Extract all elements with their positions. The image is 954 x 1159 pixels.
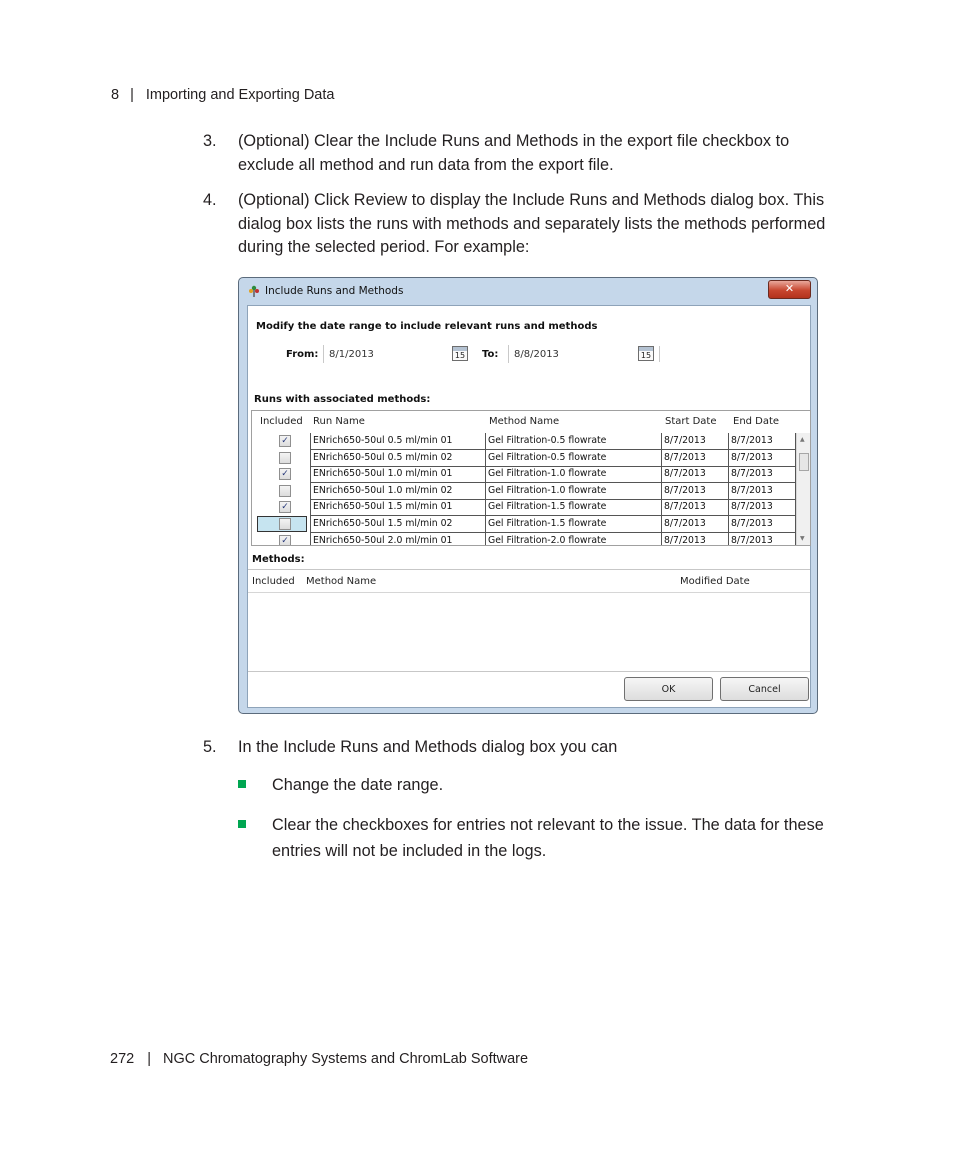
scroll-down-icon[interactable]: ▼: [800, 535, 805, 542]
column-divider: [661, 450, 662, 467]
checkbox-unchecked[interactable]: [279, 485, 291, 497]
end-date-cell: 8/7/2013: [731, 468, 773, 480]
scroll-thumb[interactable]: [799, 453, 809, 471]
start-date-cell: 8/7/2013: [664, 518, 706, 529]
column-divider: [728, 450, 729, 467]
step-3: [203, 130, 828, 177]
run-name-cell: ENrich650-50ul 2.0 ml/min 01: [313, 534, 453, 546]
column-divider: [728, 499, 729, 516]
bullet-item: [238, 772, 828, 798]
table-row[interactable]: [252, 533, 797, 546]
column-divider: [661, 483, 662, 500]
start-date-cell: 8/7/2013: [664, 451, 706, 463]
step-5: [203, 736, 828, 760]
to-date-value: 8/8/2013: [514, 349, 559, 360]
end-date-cell: 8/7/2013: [731, 435, 773, 446]
column-divider: [661, 433, 662, 450]
col-included: Included: [260, 416, 303, 427]
runs-heading: Runs with associated methods:: [254, 394, 431, 405]
include-runs-dialog: [238, 277, 818, 714]
col-run-name: Run Name: [313, 416, 365, 427]
column-divider: [310, 466, 311, 483]
column-divider: [310, 483, 311, 500]
column-divider: [310, 433, 311, 450]
column-divider: [485, 466, 486, 483]
footer-separator: |: [147, 1051, 151, 1067]
end-date-cell: 8/7/2013: [731, 518, 773, 529]
run-name-cell: ENrich650-50ul 1.0 ml/min 02: [313, 484, 453, 496]
dialog-title: Include Runs and Methods: [265, 285, 404, 297]
column-divider: [728, 483, 729, 500]
col-method-name: Method Name: [306, 576, 377, 587]
end-date-cell: 8/7/2013: [731, 451, 773, 463]
run-name-cell: ENrich650-50ul 1.5 ml/min 01: [313, 501, 453, 513]
bullet-square-icon: [238, 780, 246, 788]
step-text: (Optional) Click Review to display the Include Runs and Methods dialog box. This dialog box lists the runs with methods and separately lists the methods performed during the selected period. For example:: [238, 191, 826, 256]
step-number: 3.: [203, 132, 217, 150]
methods-header-divider: [248, 592, 810, 593]
step-text: (Optional) Clear the Include Runs and Methods in the export file checkbox to exclude all method and run data from the export file.: [238, 132, 790, 174]
start-date-cell: 8/7/2013: [664, 501, 706, 513]
end-date-cell: 8/7/2013: [731, 534, 773, 546]
run-name-cell: ENrich650-50ul 0.5 ml/min 01: [313, 435, 453, 446]
run-name-cell: ENrich650-50ul 0.5 ml/min 02: [313, 451, 453, 463]
bullet-text: Clear the checkboxes for entries not relevant to the issue. The data for these entries will not be included in the logs.: [272, 816, 824, 860]
cancel-button[interactable]: Cancel: [720, 677, 809, 701]
col-start-date: Start Date: [665, 416, 717, 427]
column-divider: [310, 516, 311, 533]
bullet-item: [238, 812, 828, 864]
column-divider: [728, 533, 729, 546]
running-footer: [110, 1051, 528, 1067]
ok-button[interactable]: OK: [624, 677, 713, 701]
start-date-cell: 8/7/2013: [664, 435, 706, 446]
running-header: [111, 87, 334, 103]
column-divider: [728, 433, 729, 450]
method-name-cell: Gel Filtration-0.5 flowrate: [488, 435, 607, 446]
checkbox-checked[interactable]: ✓: [279, 435, 291, 447]
footer-page-number: 272: [110, 1051, 135, 1067]
column-divider: [661, 499, 662, 516]
header-separator: |: [130, 87, 134, 103]
column-divider: [485, 516, 486, 533]
table-row[interactable]: [252, 483, 797, 500]
column-divider: [485, 483, 486, 500]
method-name-cell: Gel Filtration-1.5 flowrate: [488, 518, 607, 529]
checkbox-unchecked[interactable]: [279, 452, 291, 464]
start-date-cell: 8/7/2013: [664, 534, 706, 546]
start-date-cell: 8/7/2013: [664, 468, 706, 480]
checkbox-unchecked[interactable]: [279, 518, 291, 530]
col-method-name: Method Name: [489, 416, 560, 427]
table-row[interactable]: [252, 499, 797, 516]
checkbox-checked[interactable]: ✓: [279, 501, 291, 513]
start-date-cell: 8/7/2013: [664, 484, 706, 496]
column-divider: [728, 516, 729, 533]
from-label: From:: [286, 349, 319, 360]
header-page-number: 8: [111, 87, 120, 103]
col-included: Included: [252, 576, 295, 587]
column-divider: [485, 499, 486, 516]
button-bar-divider: [248, 671, 810, 672]
method-name-cell: Gel Filtration-1.5 flowrate: [488, 501, 607, 513]
column-divider: [728, 466, 729, 483]
runs-grid: [251, 410, 811, 546]
end-date-cell: 8/7/2013: [731, 501, 773, 513]
runs-scrollbar[interactable]: [796, 433, 810, 545]
dialog-client: [247, 305, 811, 708]
end-date-cell: 8/7/2013: [731, 484, 773, 496]
bullet-square-icon: [238, 820, 246, 828]
column-divider: [485, 433, 486, 450]
column-divider: [310, 499, 311, 516]
footer-title: NGC Chromatography Systems and ChromLab Software: [162, 1051, 529, 1067]
date-range-heading: Modify the date range to include relevant runs and methods: [256, 321, 598, 332]
table-row[interactable]: [252, 433, 797, 450]
dialog-titlebar: [239, 278, 817, 304]
from-calendar-icon[interactable]: 15: [452, 346, 468, 361]
column-divider: [661, 516, 662, 533]
bullet-text: Change the date range.: [272, 776, 444, 794]
column-divider: [661, 466, 662, 483]
col-end-date: End Date: [733, 416, 780, 427]
method-name-cell: Gel Filtration-2.0 flowrate: [488, 534, 607, 546]
column-divider: [485, 450, 486, 467]
to-date-field[interactable]: [508, 345, 659, 363]
step-4: [203, 189, 828, 260]
checkbox-checked[interactable]: ✓: [279, 468, 291, 480]
method-name-cell: Gel Filtration-1.0 flowrate: [488, 484, 607, 496]
run-name-cell: ENrich650-50ul 1.5 ml/min 02: [313, 518, 453, 529]
column-divider: [310, 533, 311, 546]
methods-heading: Methods:: [252, 554, 305, 565]
table-row[interactable]: [252, 516, 797, 533]
step-text: In the Include Runs and Methods dialog box you can: [238, 738, 618, 756]
step-number: 5.: [203, 738, 217, 756]
table-row[interactable]: [252, 450, 797, 467]
to-calendar-icon[interactable]: 15: [638, 346, 654, 361]
method-name-cell: Gel Filtration-1.0 flowrate: [488, 468, 607, 480]
close-button[interactable]: ✕: [768, 280, 811, 299]
methods-grid: [248, 569, 810, 670]
run-name-cell: ENrich650-50ul 1.0 ml/min 01: [313, 468, 453, 480]
from-date-value: 8/1/2013: [329, 349, 374, 360]
to-field-end: [659, 346, 660, 362]
step-number: 4.: [203, 191, 217, 209]
col-modified-date: Modified Date: [680, 576, 750, 587]
checkbox-checked[interactable]: ✓: [279, 535, 291, 546]
column-divider: [485, 533, 486, 546]
to-label: To:: [482, 349, 499, 360]
scroll-up-icon[interactable]: ▲: [800, 436, 805, 443]
header-title: Importing and Exporting Data: [145, 87, 335, 103]
app-icon: [248, 285, 260, 297]
column-divider: [310, 450, 311, 467]
column-divider: [661, 533, 662, 546]
table-row[interactable]: [252, 466, 797, 483]
method-name-cell: Gel Filtration-0.5 flowrate: [488, 451, 607, 463]
